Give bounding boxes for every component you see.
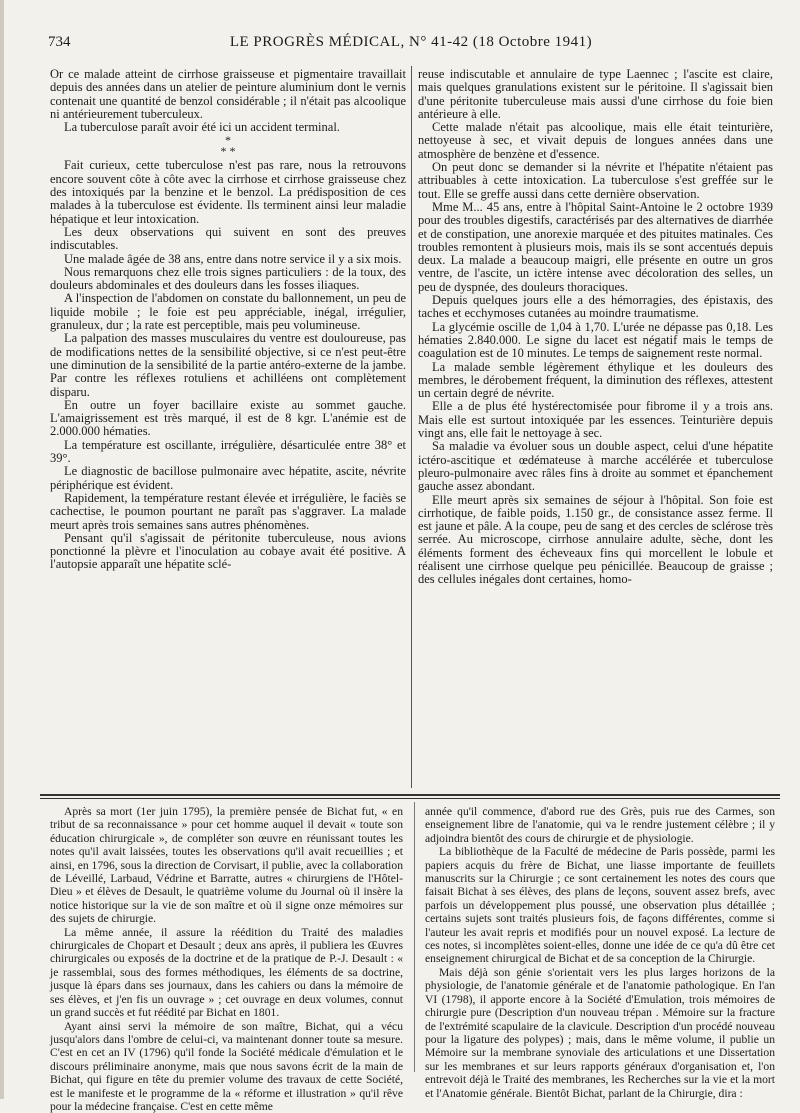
paragraph: Ayant ainsi servi la mémoire de son maître, Bichat, qui a vécu jusqu'alors dans l'ombre de celui-ci, va maintenant donner toute sa mesure. C'est en cet an IV (1796) qu'il fonde la Société médicale d'émulation et le discours préliminaire anonyme, mais que nous savons écrit de la main de Bichat, qui figure en tête du premier volume des travaux de cette Société, est le manifeste et le programme de la « réforme et illustration » qu'il rêve pour la médecine française. C'est en cette même	[50, 1020, 403, 1113]
journal-title: LE PROGRÈS MÉDICAL, N° 41-42 (18 Octobre 1941)	[48, 34, 774, 51]
paragraph: Elle meurt après six semaines de séjour à l'hôpital. Son foie est cirrhotique, de faible poids, 1.150 gr., de consistance assez ferme. Il est jaune et pâle. A la coupe, peu de sang et des cercles de sclérose très serrée. Au microscope, cirrhose annulaire adulte, sèche, dont les éléments forment des écheveaux fins qui morcellent le lobule et réalisent une cirrhose quelque peu pénicillée. Beaucoup de graisse ; des cellules inégales dont certaines, homo-	[418, 494, 773, 587]
paragraph: La même année, il assure la réédition du Traité des maladies chirurgicales de Chopart et Desault ; deux ans après, il publiera les Œuvres chirurgicales ou exposés de la doctrine et de la pratique de P.-J. Desault : « je rassemblai, sous des formes méthodiques, les éléments de sa doctrine, jusque là épars dans ses journaux, dans les cahiers ou dans la mémoire de ses élèves, et j'en fis un ouvrage » ; cet ouvrage en deux volumes, connut un grand succès et fut réédité par Bichat en 1801.	[50, 926, 403, 1020]
paragraph: Le diagnostic de bacillose pulmonaire avec hépatite, ascite, névrite périphérique est évident.	[50, 465, 406, 492]
paragraph: Or ce malade atteint de cirrhose graisseuse et pigmentaire travaillait depuis des années dans un atelier de peinture aluminium dont le vernis contenait une quantité de benzol considérable ; il n'était pas alcoolique ni antérieurement tuberculeux.	[50, 68, 406, 121]
page-edge	[0, 0, 4, 1099]
paragraph: Depuis quelques jours elle a des hémorragies, des épistaxis, des taches et ecchymoses cutanées au moindre traumatisme.	[418, 294, 773, 321]
paragraph: On peut donc se demander si la névrite et l'hépatite n'étaient pas attribuables à cette intoxication. La tuberculose s'est greffée sur le tout. Elle se greffe aussi dans cette dernière observation.	[418, 161, 773, 201]
paragraph: Mais déjà son génie s'orientait vers les plus larges horizons de la physiologie, de l'anatomie générale et de l'anatomie pathologique. En l'an VI (1798), il apporte encore à la Société d'Emulation, trois mémoires de chirurgie pure (Description d'un nouveau trépan . Mémoire sur la fracture de l'extrémité scapulaire de la clavicule. Description d'un procédé nouveau pour la ligature des polypes) ; mais, dans le même volume, il publie un Mémoire sur la membrane synoviale des articulations et une Dissertation sur les membranes et sur leurs rapports généraux d'organisation et, l'on entrevoit déjà le Traité des membranes, les Recherches sur la vie et la mort et l'Anatomie générale. Bientôt Bichat, parlant de la Chirurgie, dira :	[425, 966, 775, 1100]
paragraph: La palpation des masses musculaires du ventre est douloureuse, pas de modifications nettes de la sensibilité objective, si ce n'est peut-être une diminution de la sensibilité de la partie antéro-externe de la jambe. Par contre les réflexes rotuliens et achilléens ont complètement disparu.	[50, 332, 406, 398]
feuilleton-rule	[40, 798, 780, 799]
paragraph: La glycémie oscille de 1,04 à 1,70. L'urée ne dépasse pas 0,18. Les hématies 2.840.000. Le signe du lacet est négatif mais le temps de coagulation est de 10 minutes. Le temps de saignement reste normal.	[418, 321, 773, 361]
paragraph: Fait curieux, cette tuberculose n'est pas rare, nous la retrouvons encore souvent côte à côte avec la cirrhose et cirrhose graisseuse chez des intoxiqués par la benzine et le benzol. La prédisposition de ces malades à la tuberculose est évidente. Ils terminent ainsi leur maladie hépatique et leur intoxication.	[50, 159, 406, 225]
article-column-left	[50, 68, 406, 572]
asterism: * * *	[50, 135, 406, 157]
paragraph: Rapidement, la température restant élevée et irrégulière, le faciès se cachectise, le poumon pourtant ne paraît pas s'aggraver. La malade meurt après trois semaines sans autres phénomènes.	[50, 492, 406, 532]
paragraph: En outre un foyer bacillaire existe au sommet gauche. L'amaigrissement est très marqué, il est de 8 kgr. L'anémie est de 2.000.000 hématies.	[50, 399, 406, 439]
paragraph: A l'inspection de l'abdomen on constate du ballonnement, un peu de liquide mobile ; le foie est peu appréciable, inégal, irrégulier, granuleux, dur ; la rate est perceptible, mais peu volumineuse.	[50, 292, 406, 332]
paragraph: Les deux observations qui suivent en sont des preuves indiscutables.	[50, 226, 406, 253]
paragraph: La tuberculose paraît avoir été ici un accident terminal.	[50, 121, 406, 134]
paragraph: La température est oscillante, irrégulière, désarticulée entre 38° et 39°.	[50, 439, 406, 466]
paragraph: Pensant qu'il s'agissait de péritonite tuberculeuse, nous avions ponctionné la plèvre et l'inoculation au cobaye avait été positive. A l'autopsie apparaît une hépatite sclé-	[50, 532, 406, 572]
paragraph: Nous remarquons chez elle trois signes particuliers : de la toux, des douleurs abdominales et des douleurs dans les fosses iliaques.	[50, 266, 406, 293]
paragraph: La bibliothèque de la Faculté de médecine de Paris possède, parmi les papiers acquis du frère de Bichat, une liasse importante de feuillets manuscrits sur la Chirurgie ; ce sont certainement les notes des cours que faisait Bichat à ses élèves, des plans de leçons, souvent assez brefs, avec parfois un développement plus poussé, une observation plus détaillée ; certains sujets sont traités plusieurs fois, de façons différentes, comme si l'auteur les avait repris et modifiés pour un nouvel exposé. La lecture de ces notes, si incomplètes soient-elles, donne une idée de ce qu'a dû être cet enseignement chirurgical de Bichat et de sa conception de la Chirurgie.	[425, 845, 775, 966]
page-number: 734	[48, 34, 71, 51]
column-divider	[414, 802, 415, 1072]
column-divider	[411, 66, 412, 788]
feuilleton-rule	[40, 794, 780, 796]
article-column-right	[418, 68, 773, 587]
paragraph: Sa maladie va évoluer sous un double aspect, celui d'une hépatite ictéro-ascitique et œdémateuse à marche accélérée et tuberculose pleuro-pulmonaire avec râles fins à droite au sommet et épanchement gauche assez abondant.	[418, 440, 773, 493]
paragraph: Cette malade n'était pas alcoolique, mais elle était teinturière, nettoyeuse à sec, et vivait depuis de longues années dans une atmosphère de benzène et d'essence.	[418, 121, 773, 161]
paragraph: Elle a de plus été hystérectomisée pour fibrome il y a trois ans. Mais elle est surtout intoxiquée par les essences. Teinturière depuis vingt ans, elle fait le nettoyage à sec.	[418, 400, 773, 440]
feuilleton-column-left	[50, 805, 403, 1113]
paragraph: Une malade âgée de 38 ans, entre dans notre service il y a six mois.	[50, 253, 406, 266]
paragraph: Après sa mort (1er juin 1795), la première pensée de Bichat fut, « en tribut de sa reconnaissance » pour cet homme auquel il devait « toute son éducation chirurgicale », de compléter son œuvre en réunissant toutes les notes qu'il avait laissées, toutes les observations qu'il avait recueillies ; et ainsi, en 1796, sous la direction de Corvisart, il publie, avec la collaboration de Léveillé, Larbaud, Védrine et Barratte, autres « chirurgiens de l'Hôtel-Dieu » et élèves de Desault, le quatrième volume du Journal où il insère la notice historique sur la vie de son maître et où il signe onze mémoires sur des sujets de chirurgie.	[50, 805, 403, 926]
feuilleton-column-right	[425, 805, 775, 1100]
paragraph: année qu'il commence, d'abord rue des Grès, puis rue des Carmes, son enseignement libre de l'anatomie, qui va le rendre justement célèbre ; il y adjoindra bientôt des cours de chirurgie et de physiologie.	[425, 805, 775, 845]
paragraph: La malade semble légèrement éthylique et les douleurs des membres, le dérobement fréquent, la diminution des réflexes, attestent un certain degré de névrite.	[418, 361, 773, 401]
paragraph: reuse indiscutable et annulaire de type Laennec ; l'ascite est claire, mais quelques granulations existent sur le péritoine. Il s'agissait bien d'une péritonite tuberculeuse mais aussi d'une cirrhose du foie bien antérieure à elle.	[418, 68, 773, 121]
running-header	[48, 34, 774, 56]
paragraph: Mme M... 45 ans, entre à l'hôpital Saint-Antoine le 2 octobre 1939 pour des troubles digestifs, caractérisés par des alternatives de diarrhée et de constipation, une anorexie marquée et des pituites matinales. Ces troubles remontent à plusieurs mois, mais ils se sont accentués depuis deux. La malade a beaucoup maigri, elle présente en outre un gros ventre, de l'ascite, un ictère intense avec décoloration des selles, un peu de dyspnée, des douleurs thoraciques.	[418, 201, 773, 294]
